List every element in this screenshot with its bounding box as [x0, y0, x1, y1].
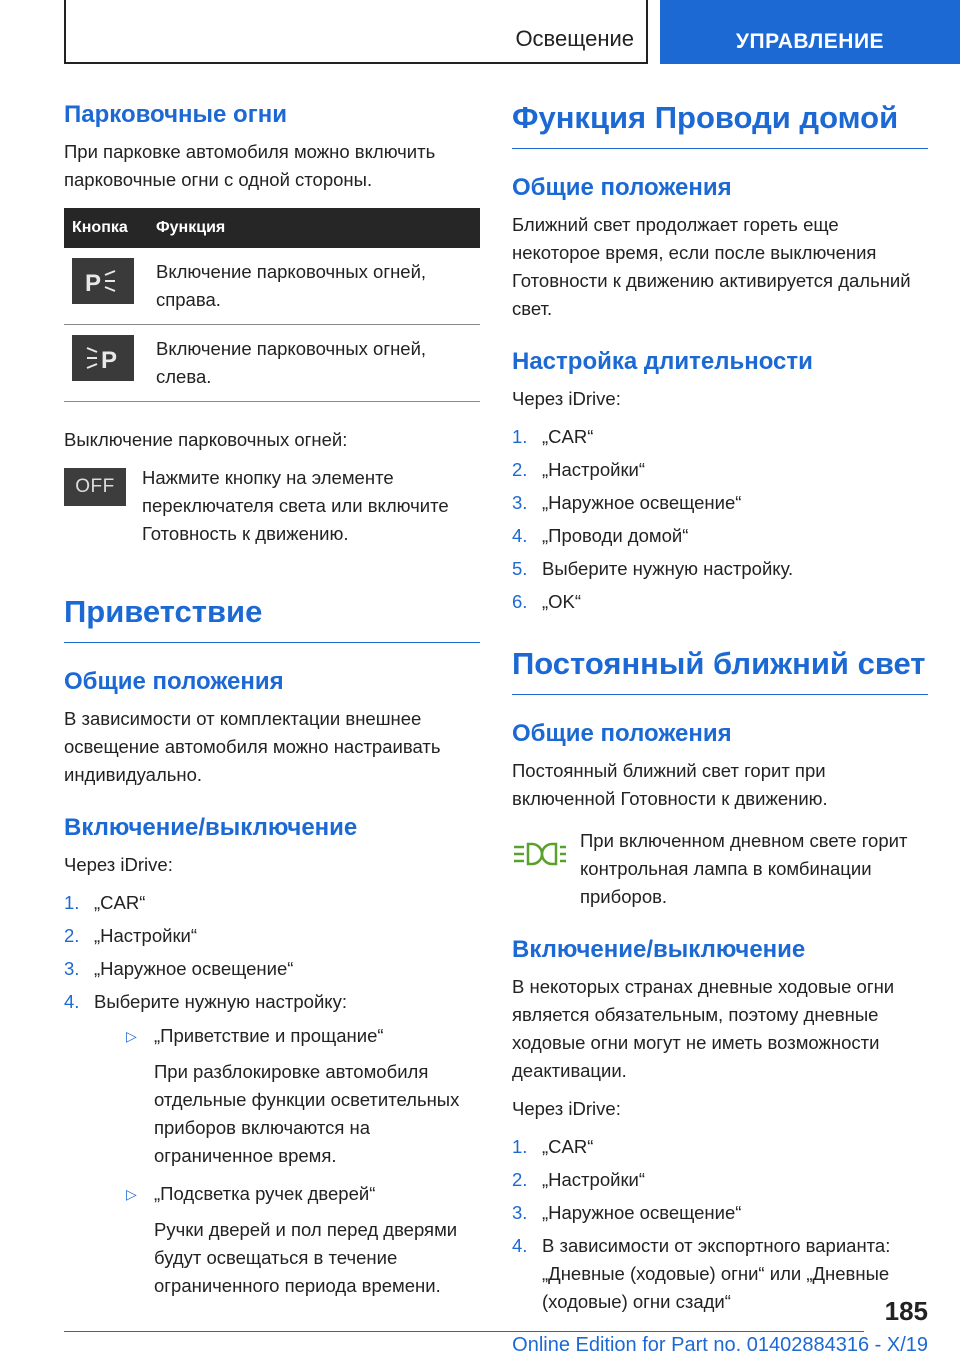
list-item: 1. „CAR“: [512, 1136, 594, 1157]
list-item: 2. „Настройки“: [512, 459, 646, 480]
welcome-general-title: Общие положения: [64, 668, 284, 695]
parking-off-label: Выключение парковочных огней:: [64, 429, 348, 450]
off-button-icon: [64, 468, 126, 506]
follow-via: Через iDrive:: [512, 388, 621, 409]
drl-general-title: Общие положения: [512, 720, 732, 747]
option-item: ▷ „Приветствие и прощание“ При разблокировке автомобиля отдельные функции осветительных приборов включаются на ограниченное время.: [124, 1022, 480, 1170]
list-item: 2. „Настройки“: [512, 1169, 646, 1190]
follow-general-title: Общие положения: [512, 174, 732, 201]
parking-off-text: Нажмите кнопку на элементе переключателя света или включите Готовность к движению.: [142, 467, 449, 544]
header-chapter-title: УПРАВЛЕНИЕ: [735, 30, 885, 53]
option-item: ▷ „Подсветка ручек дверей“ Ручки дверей и пол перед дверями будут освещаться в течение ограниченного периода времени.: [124, 1180, 480, 1300]
parking-title: Парковочные огни: [64, 101, 287, 128]
footer-edition: Online Edition for Part no. 01402884316 - X/19: [512, 1334, 928, 1356]
welcome-title: Приветствие: [64, 594, 480, 643]
daytime-running-light-icon: [512, 841, 568, 867]
list-item: 4. Выберите нужную настройку: ▷ „Приветствие и прощание“ При разблокировке автомобиля отдельные функции осветительных приборов включаются на ограниченное время. ▷ „Подсветка ручек дверей“ Ручки дверей и пол перед дверями будут освещаться в течение ограниченного периода времени.: [64, 988, 480, 1300]
off-button-label: OFF: [75, 476, 115, 497]
table-row: [64, 248, 480, 325]
parking-intro: При парковке автомобиля можно включить парковочные огни с одной стороны.: [64, 141, 436, 190]
parking-table: [64, 208, 480, 402]
header-chapter-tab: [660, 0, 960, 64]
list-item: 1. „CAR“: [512, 426, 594, 447]
follow-general-text: Ближний свет продолжает гореть еще некоторое время, если после выключения Готовности к движению активируется дальний свет.: [512, 214, 911, 319]
follow-duration-title: Настройка длительности: [512, 348, 813, 375]
list-item: 3. „Наружное освещение“: [64, 958, 294, 979]
header-section-title: Освещение: [515, 26, 634, 51]
drl-switch-text: В некоторых странах дневные ходовые огни является обязательным, поэтому дневные ходовые огни могут не иметь возможности деактивации.: [512, 976, 895, 1081]
left-column: [64, 100, 480, 1305]
table-header-function: Функция: [156, 208, 480, 248]
list-item: 4. „Проводи домой“: [512, 525, 689, 546]
triangle-bullet-icon: ▷: [126, 1186, 137, 1202]
svg-text:P: P: [101, 347, 118, 372]
list-item: 1. „CAR“: [64, 892, 146, 913]
list-item: 3. „Наружное освещение“: [512, 1202, 742, 1223]
page-number: 185: [884, 1296, 928, 1326]
follow-title: Функция Проводи домой: [512, 100, 928, 149]
drl-indicator-block: [512, 827, 928, 911]
header-section-tab: [64, 0, 648, 64]
welcome-via: Через iDrive:: [64, 854, 173, 875]
parking-off-block: [64, 468, 480, 548]
right-column: [512, 100, 928, 1321]
table-cell-function: Включение парковочных огней, слева.: [156, 325, 480, 402]
list-item: 2. „Настройки“: [64, 925, 198, 946]
drl-indicator-text: При включенном дневном свете горит контрольная лампа в комбинации приборов.: [580, 830, 908, 907]
table-row: [64, 325, 480, 402]
list-item: 4. В зависимости от экспортного варианта: „Дневные (ходовые) огни“ или „Дневные (ходовые) огни сзади“: [512, 1235, 891, 1312]
parking-light-right-icon: [72, 258, 134, 304]
drl-general-text: Постоянный ближний свет горит при включенной Готовности к движению.: [512, 760, 828, 809]
parking-light-left-icon: [72, 335, 134, 381]
follow-steps: [512, 423, 928, 616]
drl-via: Через iDrive:: [512, 1098, 621, 1119]
drl-title: Постоянный ближний свет: [512, 646, 928, 695]
list-item: 6. „OK“: [512, 591, 582, 612]
table-cell-function: Включение парковочных огней, справа.: [156, 248, 480, 325]
welcome-switch-title: Включение/выключение: [64, 814, 358, 841]
drl-steps: [512, 1133, 928, 1316]
list-item: 5. Выберите нужную настройку.: [512, 558, 794, 579]
welcome-steps: [64, 889, 480, 1300]
table-header-button: Кнопка: [64, 208, 156, 248]
footer-divider: [64, 1331, 864, 1332]
list-item: 3. „Наружное освещение“: [512, 492, 742, 513]
welcome-general-text: В зависимости от комплектации внешнее освещение автомобиля можно настраивать индивидуально.: [64, 708, 441, 785]
drl-switch-title: Включение/выключение: [512, 936, 806, 963]
triangle-bullet-icon: ▷: [126, 1028, 137, 1044]
svg-text:P: P: [85, 270, 102, 295]
